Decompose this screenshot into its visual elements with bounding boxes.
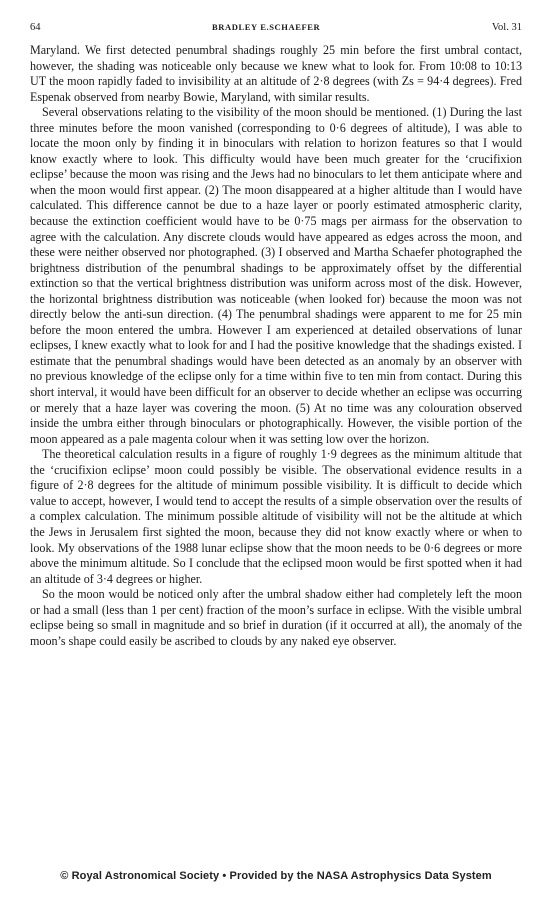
paragraph-theoretical-calculation: The theoretical calculation results in a figure of roughly 1·9 degrees as the minimum altitude that the ‘crucifixion eclipse’ moon could possibly be visible. The observational evidence results in a figure of 2·8 degrees for the altitude of minimum possible visibility. It is difficult to decide which value to accept, however, I would tend to accept the results of a simple observation over the results of a complex calculation. The minimum possible altitude of visibility will not be the altitude at which the Jews in Jerusalem first sighted the moon, because they did not know exactly where or when to look. My observations of the 1988 lunar eclipse show that the moon needs to be 0·6 degrees or more above the minimum altitude. So I conclude that the eclipsed moon would be first spotted when it had an altitude of 3·4 degrees or higher. [30, 447, 522, 586]
volume-label: Vol. 31 [491, 22, 522, 33]
article-body [30, 43, 522, 649]
journal-page [30, 22, 522, 649]
paragraph-observations: Several observations relating to the visibility of the moon should be mentioned. (1) During the last three minutes before the moon vanished (corresponding to 0·6 degrees of altitude), I was able to locate the moon only by finding it in binoculars with relation to horizon features so that I would know exactly where to look. This difficulty would have been much greater for the ‘crucifixion eclipse’ because the moon was rising and the Jews had no binoculars to let them anticipate where and when the moon would first appear. (2) The moon disappeared at a higher altitude than I would have calculated. This difference cannot be due to a haze layer or poorly estimated atmospheric clarity, because the extinction coefficient would have to be 0·75 mags per airmass for the observation to agree with the calculation. Any discrete clouds would have appeared as edges across the moon, and these were neither observed nor photographed. (3) I observed and Martha Schaefer photographed the brightness distribution of the penumbral shadings to be approximately offset by the differential extinction so that the vertical brightness distribution was uniform across most of the disk. However, the horizontal brightness distribution was noticeable (when looked for) because the moon was not directly below the anti-sun direction. (4) The penumbral shadings were apparent to me for 25 min before the moon entered the umbra. However I am experienced at detailed observations of lunar eclipses, I knew exactly what to look for and I had the positive knowledge that the shadings existed. I estimate that the penumbral shadings would have been detected as an anomaly by an observer with no previous knowledge of the eclipse only for a time within five to ten min from contact. During this short interval, it would have been difficult for an observer to decide whether an eclipse was occurring or merely that a haze layer was covering the moon. (5) At no time was any colouration observed inside the umbra either through binoculars or photographically. However, the visible portion of the moon appeared as a pale magenta colour when it was setting low over the horizon. [30, 105, 522, 446]
page-footer: © Royal Astronomical Society • Provided by the NASA Astrophysics Data System [60, 870, 492, 882]
paragraph-conclusion: So the moon would be noticed only after the umbral shadow either had completely left the moon or had a small (less than 1 per cent) fraction of the moon’s surface in eclipse. With the visible umbral eclipse being so small in magnitude and so brief in duration (if it occurred at all), the anomaly of the moon’s shape could easily be ascribed to clouds by any naked eye observer. [30, 587, 522, 648]
running-header [30, 22, 522, 42]
paragraph-continued: Maryland. We first detected penumbral shadings roughly 25 min before the first umbral contact, however, the shading was noticeable only because we knew what to look for. From 10:08 to 10:13 UT the moon rapidly faded to invisibility at an altitude of 2·8 degrees (with Zs = 94·4 degrees). Fred Espenak observed from nearby Bowie, Maryland, with similar results. [30, 43, 522, 104]
page-number: 64 [30, 22, 41, 33]
running-head-author: BRADLEY E.SCHAEFER [212, 22, 321, 32]
